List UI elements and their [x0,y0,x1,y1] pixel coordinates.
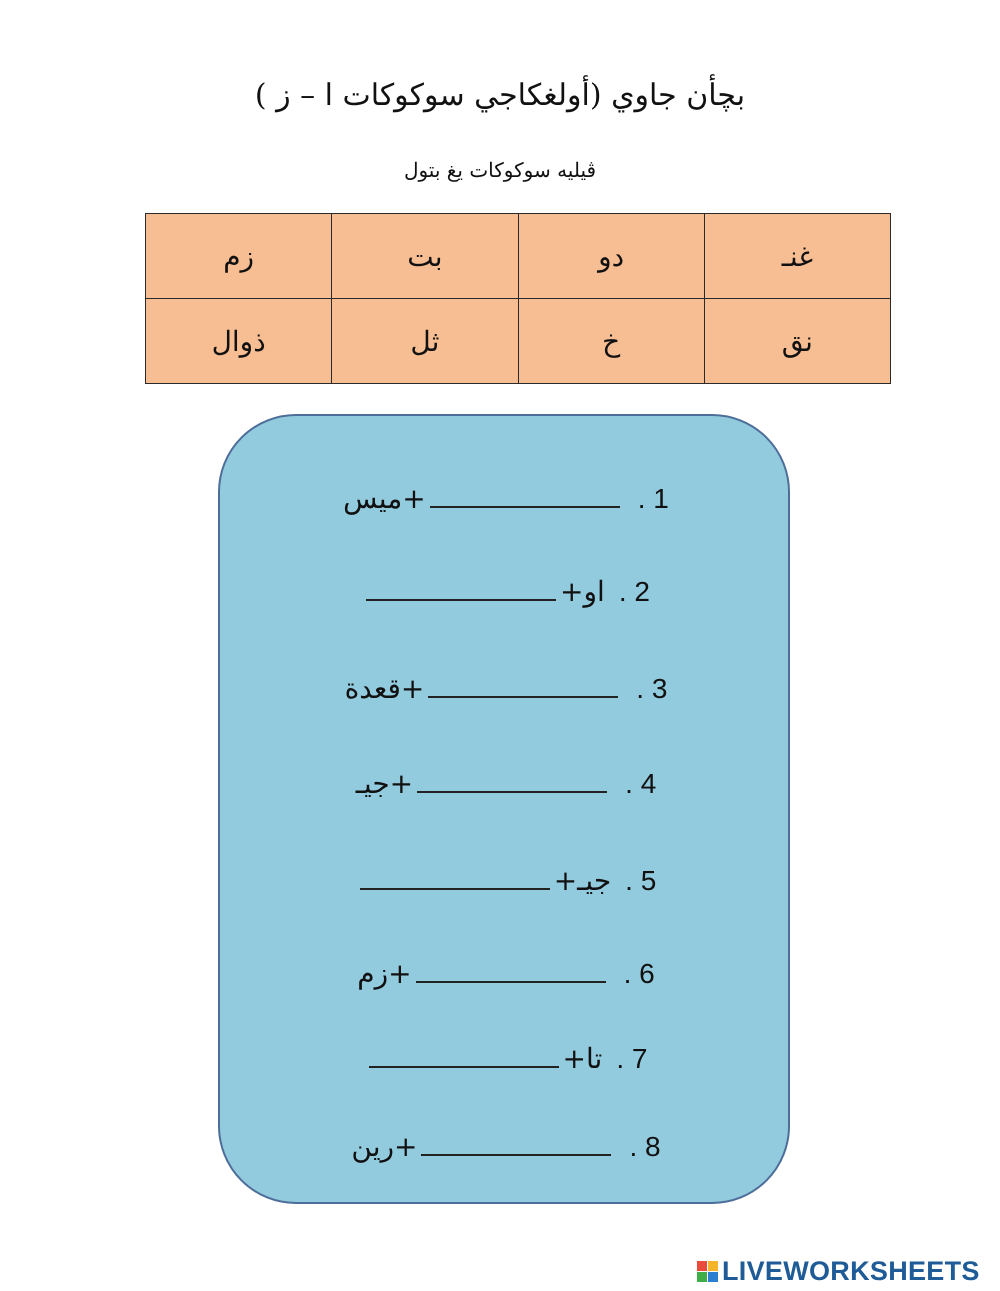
question-item [220,571,792,608]
word-bank-cell[interactable]: زم [146,214,332,299]
question-item [220,478,792,515]
word-bank-cell[interactable]: ثل [332,299,518,384]
plus-sign: + [400,672,425,705]
question-item [220,1038,792,1075]
question-number: . 5 [625,865,657,896]
plus-sign: + [560,575,584,608]
question-number: . 3 [636,673,668,704]
question-item [220,763,792,800]
answer-blank[interactable] [421,1126,611,1156]
word-bank-row [146,214,891,299]
questions-panel [218,414,790,1204]
word-bank-cell[interactable]: بت [332,214,518,299]
plus-sign: + [402,482,426,515]
answer-blank[interactable] [369,1038,559,1068]
worksheet-instruction: ڤيليه سوکوکات يغ بتول [403,158,597,182]
word-bank-cell[interactable]: خ [518,299,704,384]
plus-sign: + [388,957,412,990]
plus-sign: + [562,1042,586,1075]
question-number: . 8 [629,1131,661,1162]
question-item [220,953,792,990]
answer-blank[interactable] [428,668,618,698]
word-bank-cell[interactable]: ذوال [146,299,332,384]
answer-blank[interactable] [416,953,606,983]
plus-sign: + [394,1130,418,1163]
question-item [220,1126,792,1163]
logo-text: LIVEWORKSHEETS [722,1256,980,1286]
question-right-part: رين [351,1130,395,1163]
question-number: . 4 [625,768,657,799]
question-number: . 2 [618,576,650,607]
answer-blank[interactable] [417,763,607,793]
question-right-part: ميس [343,482,403,515]
word-bank-row [146,299,891,384]
question-right-part: زم [357,957,389,990]
answer-blank[interactable] [366,571,556,601]
answer-blank[interactable] [360,860,550,890]
question-number: . 7 [616,1043,648,1074]
word-bank-cell[interactable]: غنـ [704,214,890,299]
question-number: . 1 [637,483,669,514]
question-item [220,860,792,897]
plus-sign: + [553,864,578,897]
question-right-part: جيـ [355,767,390,800]
word-bank-cell[interactable]: دو [518,214,704,299]
question-left-part: جيـ [577,864,612,897]
question-item [220,668,792,705]
question-number: . 6 [623,958,655,989]
question-left-part: او [583,575,605,608]
question-right-part: قعدة [344,672,401,705]
word-bank-cell[interactable]: نق [704,299,890,384]
question-left-part: تا [586,1042,603,1075]
plus-sign: + [389,767,414,800]
liveworksheets-logo-icon [697,1261,718,1282]
liveworksheets-logo[interactable] [697,1256,980,1287]
word-bank-table [145,213,891,384]
answer-blank[interactable] [430,478,620,508]
worksheet-title: بچأن جاوي (أولغکاجي سوکوکات ا – ز ) [254,78,746,113]
